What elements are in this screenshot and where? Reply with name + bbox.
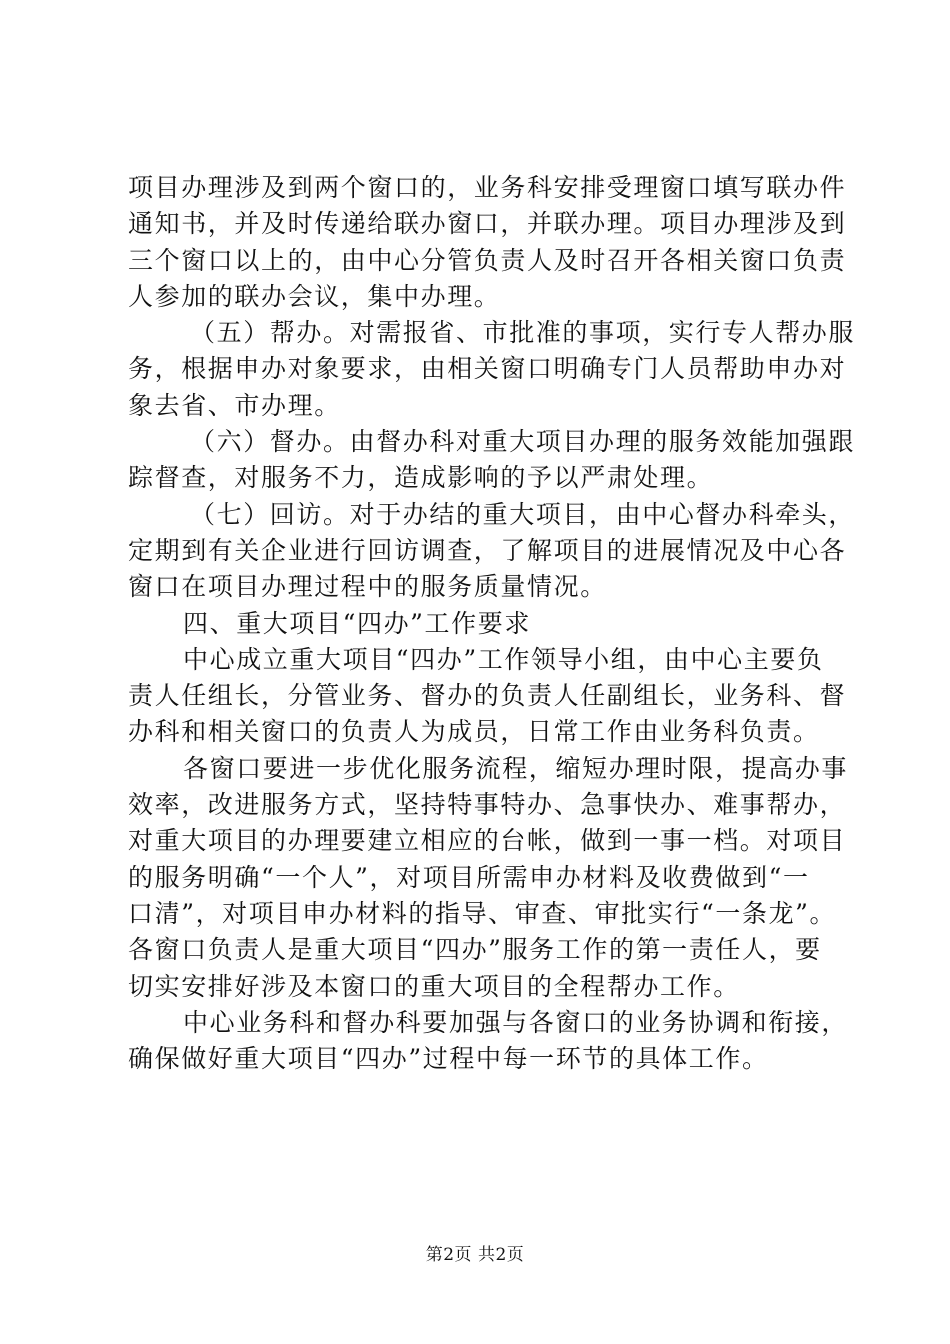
paragraph-line: 象去省、市办理。 xyxy=(128,390,341,420)
paragraph-line: 对重大项目的办理要建立相应的台帐，做到一事一档。对项目 xyxy=(128,826,847,856)
paragraph-line: 的服务明确“一个人”，对项目所需申办材料及收费做到“一 xyxy=(128,862,810,892)
paragraph-line: 办科和相关窗口的负责人为成员，日常工作由业务科负责。 xyxy=(128,717,820,747)
section-heading: 四、重大项目“四办”工作要求 xyxy=(183,608,531,638)
page-number-label: 第2页 共2页 xyxy=(425,1245,525,1265)
paragraph-line: 踪督查，对服务不力，造成影响的予以严肃处理。 xyxy=(128,463,714,493)
paragraph-line: 各窗口负责人是重大项目“四办”服务工作的第一责任人，要 xyxy=(128,935,822,965)
page-footer xyxy=(0,1240,950,1265)
paragraph-line: 通知书，并及时传递给联办窗口，并联办理。项目办理涉及到 xyxy=(128,209,847,239)
paragraph-line: 项目办理涉及到两个窗口的，业务科安排受理窗口填写联办件 xyxy=(128,173,847,202)
paragraph-line: 各窗口要进一步优化服务流程，缩短办理时限，提高办事 xyxy=(183,753,849,783)
paragraph-line: 中心业务科和督办科要加强与各窗口的业务协调和衔接， xyxy=(183,1007,849,1037)
document-body xyxy=(128,170,856,1077)
paragraph-line: 定期到有关企业进行回访调查，了解项目的进展情况及中心各 xyxy=(128,535,847,565)
paragraph-line: 中心成立重大项目“四办”工作领导小组，由中心主要负 xyxy=(183,644,824,674)
paragraph-line: 三个窗口以上的，由中心分管负责人及时召开各相关窗口负责 xyxy=(128,245,847,275)
paragraph-line: （七）回访。对于办结的重大项目，由中心督办科牵头， xyxy=(190,499,856,529)
paragraph-line: 效率，改进服务方式，坚持特事特办、急事快办、难事帮办， xyxy=(128,790,847,820)
paragraph-line: 切实安排好涉及本窗口的重大项目的全程帮办工作。 xyxy=(128,971,740,1001)
paragraph-line: 务，根据申办对象要求，由相关窗口明确专门人员帮助申办对 xyxy=(128,354,847,384)
paragraph-line: （五）帮办。对需报省、市批准的事项，实行专人帮办服 xyxy=(190,318,856,348)
paragraph-line: 确保做好重大项目“四办”过程中每一环节的具体工作。 xyxy=(128,1044,769,1074)
paragraph-line: 人参加的联办会议，集中办理。 xyxy=(128,281,501,311)
paragraph-line: （六）督办。由督办科对重大项目办理的服务效能加强跟 xyxy=(190,427,856,457)
paragraph-line: 口清”，对项目申办材料的指导、审查、审批实行“一条龙”。 xyxy=(128,898,837,928)
paragraph-line: 责人任组长，分管业务、督办的负责人任副组长，业务科、督 xyxy=(128,681,847,711)
paragraph-line: 窗口在项目办理过程中的服务质量情况。 xyxy=(128,572,607,602)
